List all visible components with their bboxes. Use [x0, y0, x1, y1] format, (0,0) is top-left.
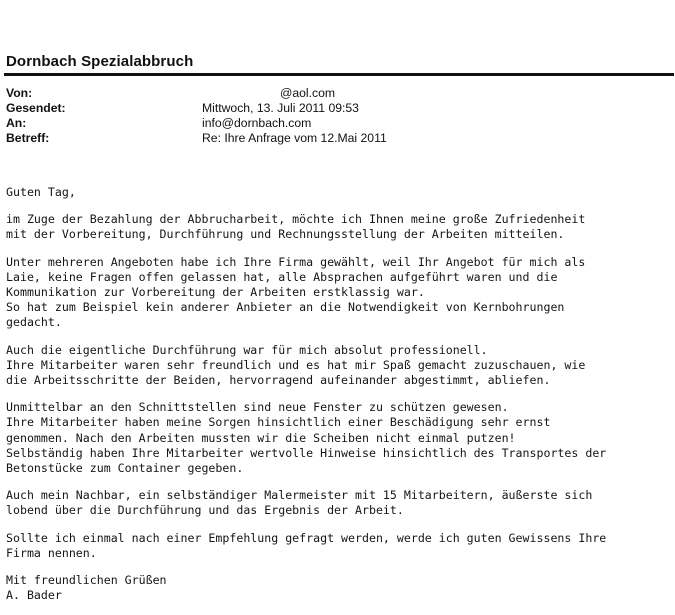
body-line: im Zuge der Bezahlung der Abbrucharbeit, möchte ich Ihnen meine große Zufriedenheit [6, 212, 586, 227]
body-line: die Arbeitsschritte der Beiden, hervorragend aufeinander abgestimmt, abliefen. [6, 373, 551, 388]
body-line: Firma nennen. [6, 545, 97, 560]
body-line: Guten Tag, [6, 185, 76, 199]
company-title: Dornbach Spezialabbruch [6, 53, 194, 70]
meta-label: Gesendet: [6, 101, 66, 115]
body-line: Laie, keine Fragen offen gelassen hat, alle Absprachen aufgeführt waren und die [6, 269, 558, 284]
body-paragraph [6, 343, 675, 389]
meta-value-to: info@dornbach.com [202, 116, 312, 130]
meta-row-from [6, 86, 666, 101]
meta-row-sent [6, 101, 666, 116]
email-body [6, 185, 675, 615]
meta-row-to [6, 116, 666, 131]
body-paragraph [6, 573, 675, 603]
meta-label: Betreff: [6, 131, 50, 145]
body-paragraph [6, 531, 675, 561]
body-line: Betonstücke zum Container gegeben. [6, 461, 244, 476]
body-line: Unter mehreren Angeboten habe ich Ihre Firma gewählt, weil Ihr Angebot für mich als [6, 254, 586, 269]
body-line: mit der Vorbereitung, Durchführung und Rechnungsstellung der Arbeiten mitteilen. [6, 227, 565, 242]
body-line: Sollte ich einmal nach einer Empfehlung gefragt werden, werde ich guten Gewissens Ihre [6, 530, 607, 545]
body-line: A. Bader [6, 588, 62, 603]
body-line: Ihre Mitarbeiter waren sehr freundlich und es hat mir Spaß gemacht zuzuschauen, wie [6, 357, 586, 372]
body-paragraph [6, 255, 675, 331]
body-line: Ihre Mitarbeiter haben meine Sorgen hinsichtlich einer Beschädigung sehr ernst [6, 415, 551, 430]
meta-value-from: @aol.com [280, 86, 336, 100]
body-line: lobend über die Durchführung und das Ergebnis der Arbeit. [6, 503, 404, 518]
meta-value-sent: Mittwoch, 13. Juli 2011 09:53 [202, 101, 359, 115]
body-paragraph [6, 400, 675, 476]
body-line: Auch mein Nachbar, ein selbständiger Malermeister mit 15 Mitarbeitern, äußerste sich [6, 488, 593, 503]
body-line: genommen. Nach den Arbeiten mussten wir die Scheiben nicht einmal putzen! [6, 430, 516, 445]
meta-value-subject: Re: Ihre Anfrage vom 12.Mai 2011 [202, 131, 387, 145]
email-meta [6, 86, 666, 146]
body-line: Kommunikation zur Vorbereitung der Arbeiten erstklassig war. [6, 285, 425, 300]
body-line: Selbständig haben Ihre Mitarbeiter wertvolle Hinweise hinsichtlich des Transportes der [6, 445, 607, 460]
body-line: gedacht. [6, 315, 62, 330]
body-line: Unmittelbar an den Schnittstellen sind neue Fenster zu schützen gewesen. [6, 400, 509, 415]
meta-label: An: [6, 116, 27, 130]
meta-row-subject [6, 131, 666, 146]
body-line: Auch die eigentliche Durchführung war für mich absolut professionell. [6, 342, 488, 357]
body-paragraph [6, 185, 675, 200]
meta-label: Von: [6, 86, 33, 100]
header-rule [4, 73, 674, 76]
body-line: So hat zum Beispiel kein anderer Anbieter an die Notwendigkeit von Kernbohrungen [6, 300, 565, 315]
body-paragraph [6, 212, 675, 242]
body-paragraph [6, 488, 675, 518]
body-line: Mit freundlichen Grüßen [6, 573, 167, 588]
